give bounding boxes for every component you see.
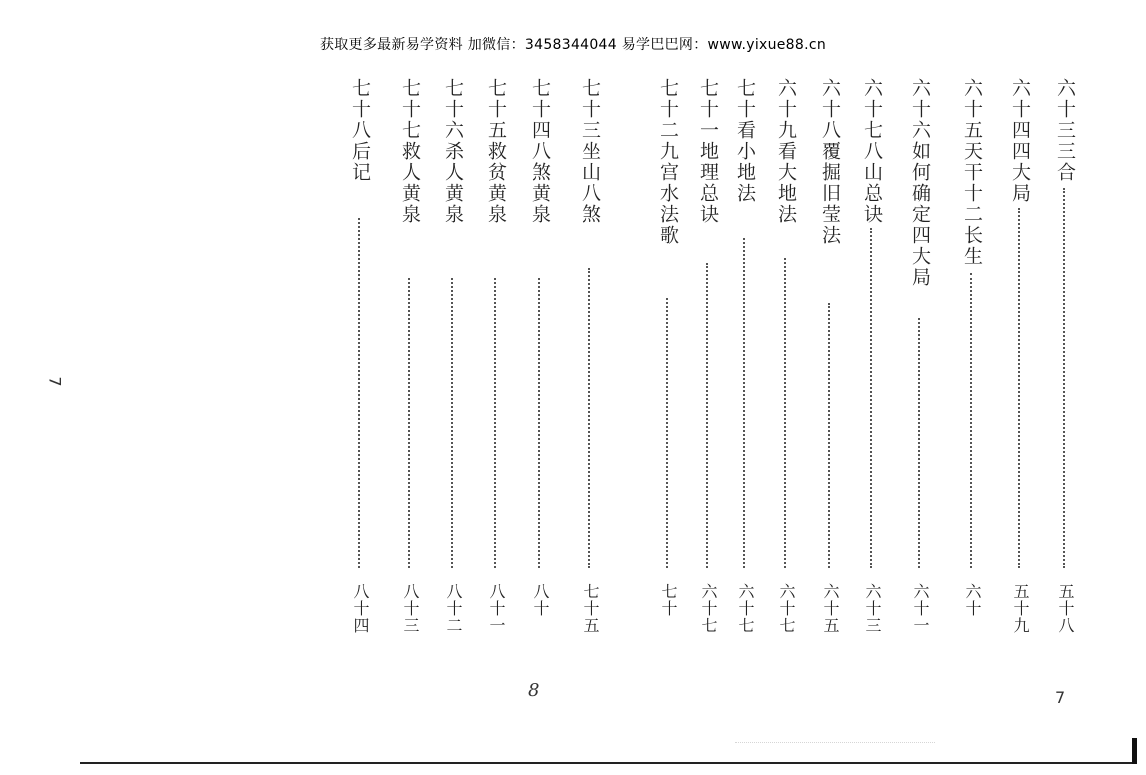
toc-entry-title: 六十四四大局 (1009, 78, 1031, 204)
toc-entry-page: 八十三 (401, 583, 420, 634)
toc-leader-dots (358, 218, 360, 568)
toc-leader-dots (918, 318, 920, 568)
toc-entry-page: 六十 (963, 583, 982, 617)
toc-leader-dots (743, 238, 745, 568)
toc-entry-page: 六十七 (777, 583, 796, 634)
toc-entry-title: 六十三三合 (1054, 78, 1076, 183)
toc-entry-title: 七十三坐山八煞 (579, 78, 601, 225)
toc-leader-dots (828, 303, 830, 568)
toc-entry-title: 七十一地理总诀 (697, 78, 719, 225)
toc-entry-title: 六十八覆掘旧莹法 (819, 78, 841, 246)
toc-leader-dots (538, 278, 540, 568)
toc-entry (648, 78, 688, 658)
toc-entry-title: 六十五天干十二长生 (961, 78, 983, 267)
toc-leader-dots (451, 278, 453, 568)
page-number-right: 7 (1055, 688, 1066, 707)
toc-leader-dots (870, 228, 872, 568)
toc-entry (852, 78, 892, 658)
toc-entry (476, 78, 516, 658)
toc-entry (340, 78, 380, 658)
toc-entry-page: 八十二 (444, 583, 463, 634)
source-header: 获取更多最新易学资料 加微信：3458344044 易学巴巴网：www.yixue88.cn (319, 37, 827, 53)
toc-entry (570, 78, 610, 658)
toc-leader-dots (1018, 208, 1020, 568)
toc-entry-page: 八十 (531, 583, 550, 617)
toc-leader-dots (784, 258, 786, 568)
toc-entry (1000, 78, 1040, 658)
toc-entry-page: 五十八 (1056, 583, 1075, 634)
toc-entry-page: 六十七 (699, 583, 718, 634)
toc-entry (766, 78, 806, 658)
toc-entry-page: 八十四 (351, 583, 370, 634)
toc-entry-title: 七十五救贫黄泉 (485, 78, 507, 225)
toc-entry-title: 七十八后记 (349, 78, 371, 183)
toc-entry-page: 六十三 (863, 583, 882, 634)
bottom-rule (80, 762, 1135, 764)
toc-entry-page: 六十一 (911, 583, 930, 634)
toc-entry-page: 七十 (659, 583, 678, 617)
toc-entry (433, 78, 473, 658)
toc-entry-page: 七十五 (581, 583, 600, 634)
toc-entry (390, 78, 430, 658)
toc-entry (900, 78, 940, 658)
toc-entry (1045, 78, 1085, 658)
toc-leader-dots (666, 298, 668, 568)
toc-leader-dots (588, 268, 590, 568)
toc-entry-title: 七十七救人黄泉 (399, 78, 421, 225)
margin-mark: 7 (45, 376, 65, 387)
toc-entry-title: 七十四八煞黄泉 (529, 78, 551, 225)
page-number-left: 8 (528, 680, 540, 701)
scan-specks (735, 734, 935, 743)
toc-entry (688, 78, 728, 658)
scan-edge-bar (1132, 738, 1137, 764)
toc-entry (520, 78, 560, 658)
toc-entry-title: 七十二九宫水法歌 (657, 78, 679, 246)
toc-entry-page: 六十五 (821, 583, 840, 634)
toc-entry (810, 78, 850, 658)
toc-entry-title: 六十九看大地法 (775, 78, 797, 225)
toc-leader-dots (408, 278, 410, 568)
toc-leader-dots (970, 273, 972, 568)
toc-entry-page: 五十九 (1011, 583, 1030, 634)
toc-entry-title: 七十看小地法 (734, 78, 756, 204)
toc-entry-page: 六十七 (736, 583, 755, 634)
toc-entry-title: 六十七八山总诀 (861, 78, 883, 225)
toc-leader-dots (1063, 188, 1065, 568)
toc-entry (725, 78, 765, 658)
toc-entry (952, 78, 992, 658)
toc-entry-title: 七十六杀人黄泉 (442, 78, 464, 225)
toc-entry-page: 八十一 (487, 583, 506, 634)
toc-entry-title: 六十六如何确定四大局 (909, 78, 931, 288)
toc-leader-dots (706, 263, 708, 568)
toc-leader-dots (494, 278, 496, 568)
